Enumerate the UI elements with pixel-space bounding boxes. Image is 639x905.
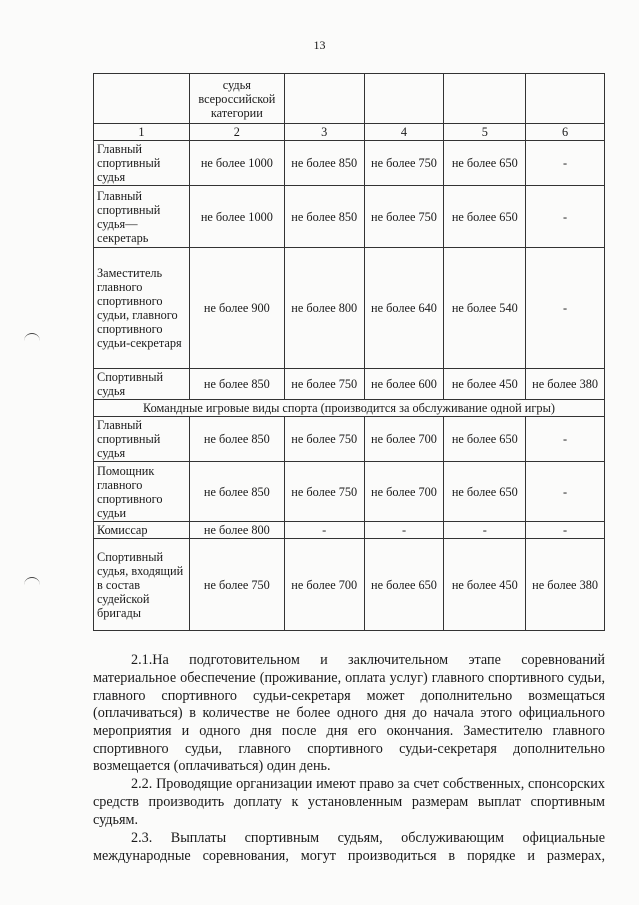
rate-cell: - bbox=[444, 522, 526, 539]
table-row bbox=[94, 186, 605, 248]
header-cell bbox=[284, 74, 364, 124]
section-title: Командные игровые виды спорта (производится за обслуживание одной игры) bbox=[94, 400, 605, 417]
rate-cell: не более 800 bbox=[189, 522, 284, 539]
rate-cell: не более 450 bbox=[444, 539, 526, 631]
rate-cell: не более 900 bbox=[189, 248, 284, 369]
header-row-categories bbox=[94, 74, 605, 124]
role-cell: Главный спортивный судья bbox=[94, 417, 190, 462]
header-cell bbox=[444, 74, 526, 124]
rate-cell: не более 850 bbox=[284, 141, 364, 186]
rate-cell: не более 800 bbox=[284, 248, 364, 369]
role-cell: Главный спортивный судья bbox=[94, 141, 190, 186]
rate-cell: не более 650 bbox=[444, 462, 526, 522]
rate-cell: - bbox=[526, 248, 605, 369]
rate-cell: не более 640 bbox=[364, 248, 444, 369]
rate-cell: - bbox=[284, 522, 364, 539]
rate-cell: - bbox=[526, 417, 605, 462]
rate-cell: не более 850 bbox=[189, 417, 284, 462]
table-row bbox=[94, 522, 605, 539]
column-number: 5 bbox=[444, 124, 526, 141]
table-row bbox=[94, 369, 605, 400]
rate-cell: не более 650 bbox=[444, 417, 526, 462]
rate-cell: не более 1000 bbox=[189, 141, 284, 186]
table-row bbox=[94, 462, 605, 522]
section-row bbox=[94, 400, 605, 417]
margin-mark bbox=[24, 333, 40, 346]
role-cell: Заместитель главного спортивного судьи, главного спортивного судьи-секретаря bbox=[94, 248, 190, 369]
rate-cell: не более 850 bbox=[284, 186, 364, 248]
rate-cell: не более 700 bbox=[364, 417, 444, 462]
column-number: 2 bbox=[189, 124, 284, 141]
rate-cell: не более 700 bbox=[284, 539, 364, 631]
paragraph-2-3 bbox=[93, 830, 605, 865]
table-row bbox=[94, 248, 605, 369]
column-number: 4 bbox=[364, 124, 444, 141]
paragraph-text: 2.3. Выплаты спортивным судьям, обслуживающим официальные международные соревнования, могут производиться в порядке и размерах, bbox=[93, 830, 605, 864]
column-number: 6 bbox=[526, 124, 605, 141]
rate-cell: не более 380 bbox=[526, 369, 605, 400]
column-number: 3 bbox=[284, 124, 364, 141]
rate-cell: - bbox=[526, 186, 605, 248]
table-row bbox=[94, 141, 605, 186]
rate-cell: не более 650 bbox=[364, 539, 444, 631]
role-cell: Спортивный судья bbox=[94, 369, 190, 400]
role-cell: Помощник главного спортивного судьи bbox=[94, 462, 190, 522]
paragraph-2-2 bbox=[93, 776, 605, 829]
role-cell: Спортивный судья, входящий в состав судейской бригады bbox=[94, 539, 190, 631]
paragraph-text: 2.2. Проводящие организации имеют право за счет собственных, спонсорских средств производить доплату к установленным размерам выплат спортивным судьям. bbox=[93, 776, 605, 828]
paragraph-2-1 bbox=[93, 652, 605, 776]
header-cell bbox=[364, 74, 444, 124]
header-cell: судья всероссийской категории bbox=[189, 74, 284, 124]
table-row bbox=[94, 417, 605, 462]
rate-cell: не более 750 bbox=[284, 369, 364, 400]
rate-cell: не более 650 bbox=[444, 186, 526, 248]
rate-cell: - bbox=[526, 462, 605, 522]
role-cell: Комиссар bbox=[94, 522, 190, 539]
rate-cell: - bbox=[526, 522, 605, 539]
table-row bbox=[94, 539, 605, 631]
rate-cell: не более 1000 bbox=[189, 186, 284, 248]
rate-cell: не более 700 bbox=[364, 462, 444, 522]
rate-cell: не более 540 bbox=[444, 248, 526, 369]
rate-cell: - bbox=[364, 522, 444, 539]
margin-mark bbox=[24, 577, 40, 590]
rate-cell: - bbox=[526, 141, 605, 186]
rate-cell: не более 650 bbox=[444, 141, 526, 186]
header-cell bbox=[94, 74, 190, 124]
role-cell: Главный спортивный судья— секретарь bbox=[94, 186, 190, 248]
column-number: 1 bbox=[94, 124, 190, 141]
rate-cell: не более 600 bbox=[364, 369, 444, 400]
rate-cell: не более 750 bbox=[189, 539, 284, 631]
rate-cell: не более 380 bbox=[526, 539, 605, 631]
rate-cell: не более 750 bbox=[284, 462, 364, 522]
rate-cell: не более 850 bbox=[189, 369, 284, 400]
rate-cell: не более 750 bbox=[284, 417, 364, 462]
rate-cell: не более 750 bbox=[364, 186, 444, 248]
header-row-numbers bbox=[94, 124, 605, 141]
page-number: 13 bbox=[313, 38, 326, 52]
rate-cell: не более 450 bbox=[444, 369, 526, 400]
paragraph-text: 2.1.На подготовительном и заключительном этапе соревнований материальное обеспечение (проживание, оплата услуг) главного спортивного судьи, главного спортивного судьи-секретаря может дополнительно возмещаться (оплачиваться) в количестве не более одного дня до начала этого официального мероприятия и одного дня после дня его окончания. Заместителю главного спортивного судьи, главного спортивного судьи-секретаря дополнительно возмещается (оплачиваться) один день. bbox=[93, 652, 605, 775]
rate-cell: не более 850 bbox=[189, 462, 284, 522]
referee-payment-table bbox=[93, 73, 605, 631]
header-cell bbox=[526, 74, 605, 124]
rate-cell: не более 750 bbox=[364, 141, 444, 186]
